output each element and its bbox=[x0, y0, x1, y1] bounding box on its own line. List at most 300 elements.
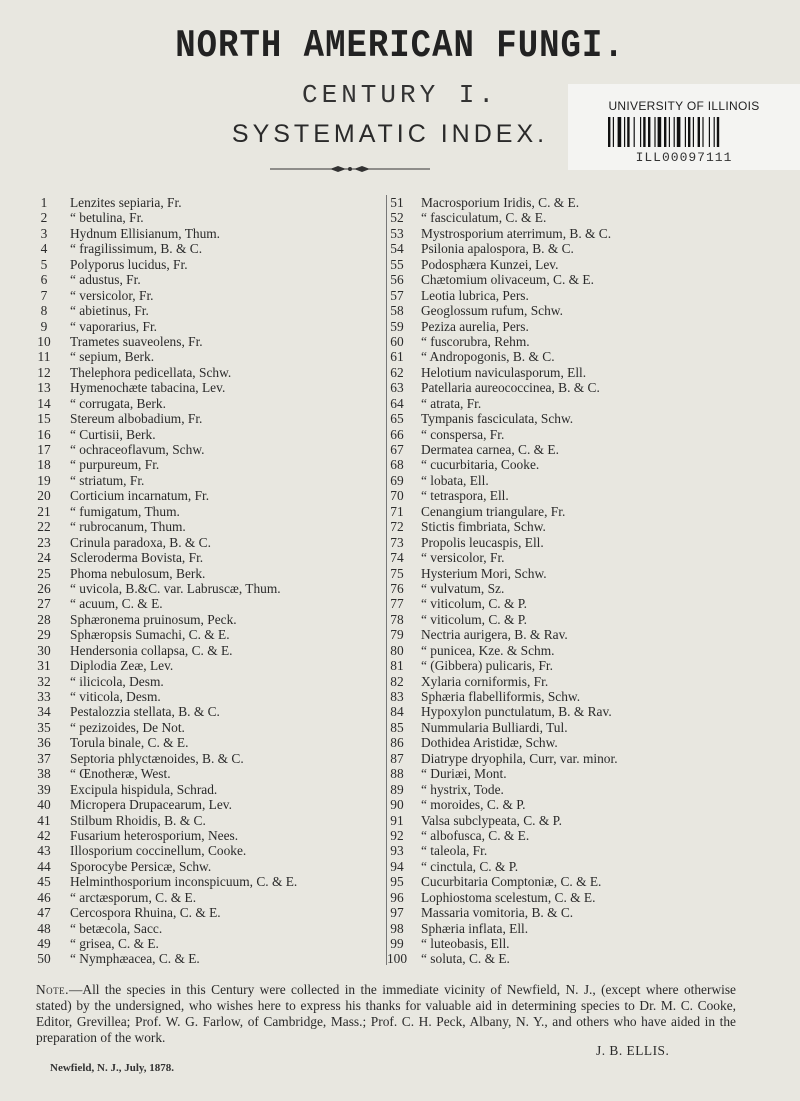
species-number: 61 bbox=[390, 349, 404, 365]
species-number: 67 bbox=[390, 442, 404, 457]
species-number: 15 bbox=[37, 411, 51, 427]
species-entry bbox=[30, 442, 386, 457]
species-entry bbox=[385, 365, 785, 380]
species-number: 24 bbox=[37, 550, 51, 566]
species-entry bbox=[30, 396, 386, 411]
species-number: 29 bbox=[37, 627, 51, 643]
species-name: Thelephora pedicellata, Schw. bbox=[70, 364, 232, 380]
species-number: 53 bbox=[390, 225, 404, 241]
species-name: “ fuscorubra, Rehm. bbox=[421, 333, 530, 349]
species-name: “ acuum, C. & E. bbox=[70, 596, 163, 612]
barcode-icon bbox=[608, 117, 758, 147]
species-name: Peziza aurelia, Pers. bbox=[421, 318, 529, 334]
species-name: Sphæronema pruinosum, Peck. bbox=[70, 611, 237, 627]
species-number: 34 bbox=[37, 704, 51, 720]
species-name: “ moroides, C. & P. bbox=[421, 797, 526, 813]
species-number: 48 bbox=[37, 920, 51, 936]
species-name: “ fumigatum, Thum. bbox=[70, 503, 180, 519]
species-entry bbox=[385, 627, 785, 642]
species-name: Cucurbitaria Comptoniæ, C. & E. bbox=[421, 874, 602, 890]
species-entry bbox=[30, 843, 386, 858]
species-entry bbox=[30, 535, 386, 550]
species-name: Torula binale, C. & E. bbox=[70, 735, 189, 751]
species-name: Cercospora Rhuina, C. & E. bbox=[70, 905, 221, 921]
species-name: Trametes suaveolens, Fr. bbox=[70, 333, 203, 349]
species-name: “ corrugata, Berk. bbox=[70, 395, 166, 411]
species-entry bbox=[385, 612, 785, 627]
species-number: 65 bbox=[390, 411, 404, 427]
species-number: 96 bbox=[390, 889, 404, 905]
species-name: Leotia lubrica, Pers. bbox=[421, 287, 529, 303]
species-number: 7 bbox=[40, 287, 48, 303]
species-entry bbox=[385, 504, 785, 519]
species-entry bbox=[30, 813, 386, 828]
species-name: “ (Gibbera) pulicaris, Fr. bbox=[421, 658, 554, 674]
species-number: 94 bbox=[390, 858, 404, 874]
species-entry bbox=[385, 272, 785, 287]
species-number: 39 bbox=[37, 781, 51, 797]
species-name: “ striatum, Fr. bbox=[70, 472, 145, 488]
species-name: “ taleola, Fr. bbox=[421, 843, 488, 859]
species-number: 78 bbox=[390, 611, 404, 627]
dateline: Newfield, N. J., July, 1878. bbox=[50, 1062, 175, 1074]
species-number: 41 bbox=[37, 812, 51, 828]
species-number: 27 bbox=[37, 596, 51, 612]
species-name: “ punicea, Kze. & Schm. bbox=[421, 642, 555, 658]
species-number: 37 bbox=[37, 750, 51, 766]
species-number: 4 bbox=[40, 241, 48, 257]
species-name: Macrosporium Iridis, C. & E. bbox=[421, 195, 580, 210]
species-number: 58 bbox=[390, 303, 404, 319]
species-number: 91 bbox=[390, 812, 404, 828]
species-entry bbox=[30, 766, 386, 781]
species-entry bbox=[30, 674, 386, 689]
species-name: Phoma nebulosum, Berk. bbox=[70, 565, 206, 581]
species-name: “ pezizoides, De Not. bbox=[70, 719, 185, 735]
species-number: 66 bbox=[390, 426, 404, 442]
species-number: 52 bbox=[390, 210, 404, 226]
species-name: Podosphæra Kunzei, Lev. bbox=[421, 256, 559, 272]
species-entry bbox=[30, 473, 386, 488]
species-number: 84 bbox=[390, 704, 404, 720]
species-number: 69 bbox=[390, 472, 404, 488]
species-number: 46 bbox=[37, 889, 51, 905]
species-number: 3 bbox=[40, 225, 48, 241]
species-entry bbox=[385, 921, 785, 936]
species-entry bbox=[30, 566, 386, 581]
species-entry bbox=[385, 874, 785, 889]
species-number: 51 bbox=[390, 195, 404, 210]
species-entry bbox=[385, 288, 785, 303]
species-entry bbox=[30, 380, 386, 395]
species-name: Mystrosporium aterrimum, B. & C. bbox=[421, 225, 612, 241]
species-entry bbox=[30, 303, 386, 318]
species-name: Illosporium coccinellum, Cooke. bbox=[70, 843, 247, 859]
species-number: 74 bbox=[390, 550, 404, 566]
species-name: Geoglossum rufum, Schw. bbox=[421, 303, 563, 319]
species-entry bbox=[30, 627, 386, 642]
species-name: Pestalozzia stellata, B. & C. bbox=[70, 704, 220, 720]
species-name: “ albofusca, C. & E. bbox=[421, 827, 530, 843]
species-entry bbox=[30, 210, 386, 225]
author-signature: J. B. ELLIS. bbox=[596, 1043, 670, 1058]
species-number: 64 bbox=[390, 395, 404, 411]
species-name: Helotium naviculasporum, Ell. bbox=[421, 364, 587, 380]
species-number: 32 bbox=[37, 673, 51, 689]
species-entry bbox=[30, 226, 386, 241]
species-name: “ vaporarius, Fr. bbox=[70, 318, 158, 334]
species-entry bbox=[30, 319, 386, 334]
species-entry bbox=[385, 782, 785, 797]
species-number: 98 bbox=[390, 920, 404, 936]
species-entry bbox=[30, 936, 386, 951]
species-entry bbox=[30, 288, 386, 303]
species-number: 49 bbox=[37, 936, 51, 951]
species-name: Hendersonia collapsa, C. & E. bbox=[70, 642, 233, 658]
species-name: Stereum albobadium, Fr. bbox=[70, 411, 203, 427]
species-number: 13 bbox=[37, 380, 51, 396]
species-entry bbox=[385, 689, 785, 704]
species-name: “ viticola, Desm. bbox=[70, 689, 161, 704]
species-number: 10 bbox=[37, 333, 51, 349]
species-name: “ tetraspora, Ell. bbox=[421, 488, 509, 504]
species-number: 90 bbox=[390, 797, 404, 813]
species-entry bbox=[385, 596, 785, 611]
species-name: Nectria aurigera, B. & Rav. bbox=[421, 627, 568, 643]
species-entry bbox=[385, 905, 785, 920]
species-number: 55 bbox=[390, 256, 404, 272]
species-number: 36 bbox=[37, 735, 51, 751]
species-number: 83 bbox=[390, 689, 404, 704]
species-number: 16 bbox=[37, 426, 51, 442]
species-name: Hypoxylon punctulatum, B. & Rav. bbox=[421, 704, 612, 720]
species-number: 45 bbox=[37, 874, 51, 890]
species-entry bbox=[385, 843, 785, 858]
species-number: 82 bbox=[390, 673, 404, 689]
species-entry bbox=[385, 797, 785, 812]
species-name: “ arctæsporum, C. & E. bbox=[70, 889, 197, 905]
species-number: 11 bbox=[37, 349, 51, 365]
species-name: “ conspersa, Fr. bbox=[421, 426, 505, 442]
species-entry bbox=[385, 334, 785, 349]
species-number: 75 bbox=[390, 565, 404, 581]
species-number: 43 bbox=[37, 843, 51, 859]
species-entry bbox=[30, 596, 386, 611]
species-name: Stilbum Rhoidis, B. & C. bbox=[70, 812, 206, 828]
species-name: Lenzites sepiaria, Fr. bbox=[70, 195, 182, 210]
species-number: 73 bbox=[390, 534, 404, 550]
species-entry bbox=[385, 349, 785, 364]
species-number: 93 bbox=[390, 843, 404, 859]
species-name: Massaria vomitoria, B. & C. bbox=[421, 905, 574, 921]
species-number: 22 bbox=[37, 519, 51, 535]
species-name: Sphæria inflata, Ell. bbox=[421, 920, 529, 936]
species-name: Fusarium heterosporium, Nees. bbox=[70, 827, 239, 843]
species-entry bbox=[385, 257, 785, 272]
species-name: Chætomium olivaceum, C. & E. bbox=[421, 272, 594, 288]
species-number: 2 bbox=[40, 210, 48, 226]
species-entry bbox=[385, 704, 785, 719]
species-entry bbox=[385, 550, 785, 565]
species-name: “ fasciculatum, C. & E. bbox=[421, 210, 547, 226]
species-number: 63 bbox=[390, 380, 404, 396]
species-number: 99 bbox=[390, 936, 404, 951]
note-text: —All the species in this Century were collected in the immediate vicinity of Newfield, N. J., (except where otherwise stated) by the undersigned, who wishes here to express his thanks for valuable aid in determining species to Dr. M. C. Cooke, Editor, Grevillea; Prof. W. G. Farlow, of Cambridge, Mass.; Prof. C. H. Peck, Albany, N. Y., and others who have aided in the preparation of the work. bbox=[36, 982, 736, 1045]
species-entry bbox=[385, 380, 785, 395]
species-entry bbox=[30, 951, 386, 966]
species-name: Excipula hispidula, Schrad. bbox=[70, 781, 218, 797]
species-entry bbox=[30, 457, 386, 472]
species-number: 80 bbox=[390, 642, 404, 658]
species-entry bbox=[30, 658, 386, 673]
species-name: Xylaria corniformis, Fr. bbox=[421, 673, 549, 689]
species-entry bbox=[385, 658, 785, 673]
species-entry bbox=[385, 411, 785, 426]
species-number: 42 bbox=[37, 827, 51, 843]
library-label bbox=[568, 84, 800, 170]
species-number: 62 bbox=[390, 364, 404, 380]
species-name: Psilonia apalospora, B. & C. bbox=[421, 241, 574, 257]
species-number: 40 bbox=[37, 797, 51, 813]
library-code: ILL00097111 bbox=[635, 150, 733, 165]
species-entry bbox=[385, 890, 785, 905]
species-entry bbox=[30, 874, 386, 889]
species-name: “ atrata, Fr. bbox=[421, 395, 482, 411]
species-number: 59 bbox=[390, 318, 404, 334]
species-name: “ fragilissimum, B. & C. bbox=[70, 241, 203, 257]
species-entry bbox=[30, 349, 386, 364]
species-number: 33 bbox=[37, 689, 51, 704]
species-number: 18 bbox=[37, 457, 51, 473]
species-entry bbox=[385, 473, 785, 488]
species-list-right bbox=[385, 195, 785, 967]
species-name: “ adustus, Fr. bbox=[70, 272, 141, 288]
species-name: “ ilicicola, Desm. bbox=[70, 673, 164, 689]
species-entry bbox=[385, 951, 785, 966]
species-number: 60 bbox=[390, 333, 404, 349]
species-name: Patellaria aureococcinea, B. & C. bbox=[421, 380, 600, 396]
century-subtitle: CENTURY I. bbox=[301, 80, 499, 110]
species-name: Propolis leucaspis, Ell. bbox=[421, 534, 544, 550]
species-name: “ ochraceoflavum, Schw. bbox=[70, 442, 205, 457]
species-number: 47 bbox=[37, 905, 51, 921]
species-number: 97 bbox=[390, 905, 404, 921]
species-name: “ viticolum, C. & P. bbox=[421, 611, 528, 627]
species-name: “ grisea, C. & E. bbox=[70, 936, 159, 951]
species-number: 85 bbox=[390, 719, 404, 735]
species-number: 25 bbox=[37, 565, 51, 581]
species-number: 30 bbox=[37, 642, 51, 658]
species-name: Nummularia Bulliardi, Tul. bbox=[421, 719, 568, 735]
species-number: 26 bbox=[37, 580, 51, 596]
species-entry bbox=[385, 226, 785, 241]
species-entry bbox=[385, 303, 785, 318]
species-name: “ viticolum, C. & P. bbox=[421, 596, 528, 612]
species-name: Sporocybe Persicæ, Schw. bbox=[70, 858, 212, 874]
species-name: “ betulina, Fr. bbox=[70, 210, 144, 226]
species-number: 77 bbox=[390, 596, 404, 612]
species-name: Septoria phlyctænoides, B. & C. bbox=[70, 750, 244, 766]
species-name: “ cucurbitaria, Cooke. bbox=[421, 457, 540, 473]
species-number: 100 bbox=[386, 951, 408, 967]
species-number: 50 bbox=[37, 951, 51, 967]
species-number: 88 bbox=[390, 766, 404, 782]
species-name: Scleroderma Bovista, Fr. bbox=[70, 550, 204, 566]
species-entry bbox=[30, 704, 386, 719]
species-name: Corticium incarnatum, Fr. bbox=[70, 488, 210, 504]
species-number: 1 bbox=[40, 195, 48, 210]
species-name: Hysterium Mori, Schw. bbox=[421, 565, 547, 581]
species-name: “ vulvatum, Sz. bbox=[421, 580, 505, 596]
species-entry bbox=[30, 272, 386, 287]
species-name: Dothidea Aristidæ, Schw. bbox=[421, 735, 558, 751]
species-name: “ cinctula, C. & P. bbox=[421, 858, 519, 874]
species-name: Micropera Drupacearum, Lev. bbox=[70, 797, 232, 813]
species-number: 6 bbox=[40, 272, 48, 288]
species-name: Crinula paradoxa, B. & C. bbox=[70, 534, 211, 550]
species-entry bbox=[385, 535, 785, 550]
species-name: “ lobata, Ell. bbox=[421, 472, 489, 488]
species-number: 86 bbox=[390, 735, 404, 751]
species-name: “ betæcola, Sacc. bbox=[70, 920, 163, 936]
species-entry bbox=[30, 195, 386, 210]
species-name: Sphæria flabelliformis, Schw. bbox=[421, 689, 581, 704]
species-number: 70 bbox=[390, 488, 404, 504]
species-number: 79 bbox=[390, 627, 404, 643]
species-number: 57 bbox=[390, 287, 404, 303]
species-name: Cenangium triangulare, Fr. bbox=[421, 503, 566, 519]
species-name: “ abietinus, Fr. bbox=[70, 303, 149, 319]
species-name: Diatrype dryophila, Curr, var. minor. bbox=[421, 750, 618, 766]
species-name: “ soluta, C. & E. bbox=[421, 951, 510, 967]
library-institution: UNIVERSITY OF ILLINOIS bbox=[608, 99, 760, 113]
species-name: “ versicolor, Fr. bbox=[421, 550, 505, 566]
species-number: 21 bbox=[37, 503, 51, 519]
species-entry bbox=[30, 334, 386, 349]
species-name: Helminthosporium inconspicuum, C. & E. bbox=[70, 874, 298, 890]
species-entry bbox=[30, 488, 386, 503]
species-entry bbox=[385, 488, 785, 503]
species-number: 87 bbox=[390, 750, 404, 766]
species-entry bbox=[385, 566, 785, 581]
species-name: Lophiostoma scelestum, C. & E. bbox=[421, 889, 596, 905]
species-number: 9 bbox=[40, 318, 48, 334]
species-name: “ Curtisii, Berk. bbox=[70, 426, 156, 442]
index-heading: SYSTEMATIC INDEX. bbox=[231, 120, 549, 148]
species-number: 44 bbox=[37, 858, 51, 874]
note-paragraph bbox=[36, 982, 736, 1046]
species-number: 5 bbox=[40, 256, 48, 272]
species-number: 89 bbox=[390, 781, 404, 797]
species-entry bbox=[30, 427, 386, 442]
species-number: 28 bbox=[37, 611, 51, 627]
species-entry bbox=[30, 735, 386, 750]
species-entry bbox=[30, 411, 386, 426]
species-number: 76 bbox=[390, 580, 404, 596]
species-number: 8 bbox=[40, 303, 48, 319]
species-number: 23 bbox=[37, 534, 51, 550]
ornament-rule-icon bbox=[270, 164, 430, 174]
species-name: “ versicolor, Fr. bbox=[70, 287, 154, 303]
species-entry bbox=[30, 859, 386, 874]
species-entry bbox=[385, 751, 785, 766]
species-entry bbox=[30, 751, 386, 766]
species-entry bbox=[30, 921, 386, 936]
species-number: 92 bbox=[390, 827, 404, 843]
species-number: 68 bbox=[390, 457, 404, 473]
species-entry bbox=[385, 396, 785, 411]
species-entry bbox=[30, 890, 386, 905]
species-number: 38 bbox=[37, 766, 51, 782]
species-name: “ uvicola, B.&C. var. Labruscæ, Thum. bbox=[70, 580, 281, 596]
species-entry bbox=[30, 689, 386, 704]
species-name: “ hystrix, Tode. bbox=[421, 781, 504, 797]
species-entry bbox=[385, 735, 785, 750]
species-entry bbox=[30, 257, 386, 272]
species-entry bbox=[30, 828, 386, 843]
species-number: 12 bbox=[37, 364, 51, 380]
species-name: Hymenochæte tabacina, Lev. bbox=[70, 380, 226, 396]
species-entry bbox=[385, 427, 785, 442]
species-number: 54 bbox=[390, 241, 404, 257]
species-entry bbox=[385, 813, 785, 828]
species-name: Polyporus lucidus, Fr. bbox=[70, 256, 188, 272]
page-title: NORTH AMERICAN FUNGI. bbox=[175, 25, 625, 69]
species-number: 19 bbox=[37, 472, 51, 488]
species-entry bbox=[385, 442, 785, 457]
species-name: “ luteobasis, Ell. bbox=[421, 936, 510, 951]
species-name: “ Duriæi, Mont. bbox=[421, 766, 507, 782]
species-number: 56 bbox=[390, 272, 404, 288]
species-entry bbox=[385, 936, 785, 951]
species-entry bbox=[385, 674, 785, 689]
species-name: “ Œnotheræ, West. bbox=[70, 766, 171, 782]
species-entry bbox=[385, 319, 785, 334]
species-name: Valsa subclypeata, C. & P. bbox=[421, 812, 562, 828]
species-entry bbox=[30, 643, 386, 658]
species-number: 14 bbox=[37, 395, 51, 411]
species-name: “ rubrocanum, Thum. bbox=[70, 519, 186, 535]
species-entry bbox=[385, 766, 785, 781]
species-entry bbox=[30, 504, 386, 519]
note-label: Note. bbox=[36, 982, 70, 997]
species-name: “ purpureum, Fr. bbox=[70, 457, 160, 473]
species-name: Stictis fimbriata, Schw. bbox=[421, 519, 546, 535]
species-entry bbox=[30, 519, 386, 534]
species-name: Diplodia Zeæ, Lev. bbox=[70, 658, 174, 674]
species-entry bbox=[385, 643, 785, 658]
species-number: 71 bbox=[390, 503, 404, 519]
species-name: “ sepium, Berk. bbox=[70, 349, 155, 365]
species-name: “ Andropogonis, B. & C. bbox=[421, 349, 555, 365]
species-entry bbox=[385, 519, 785, 534]
species-entry bbox=[385, 581, 785, 596]
species-entry bbox=[30, 782, 386, 797]
species-name: Sphæropsis Sumachi, C. & E. bbox=[70, 627, 230, 643]
species-list-left bbox=[30, 195, 386, 967]
species-entry bbox=[385, 241, 785, 256]
species-number: 35 bbox=[37, 719, 51, 735]
species-entry bbox=[30, 612, 386, 627]
species-number: 81 bbox=[390, 658, 404, 674]
species-entry bbox=[385, 828, 785, 843]
species-entry bbox=[385, 720, 785, 735]
species-number: 31 bbox=[37, 658, 51, 674]
species-entry bbox=[385, 859, 785, 874]
species-number: 20 bbox=[37, 488, 51, 504]
species-name: Dermatea carnea, C. & E. bbox=[421, 442, 559, 457]
species-name: “ Nymphæacea, C. & E. bbox=[70, 951, 200, 967]
